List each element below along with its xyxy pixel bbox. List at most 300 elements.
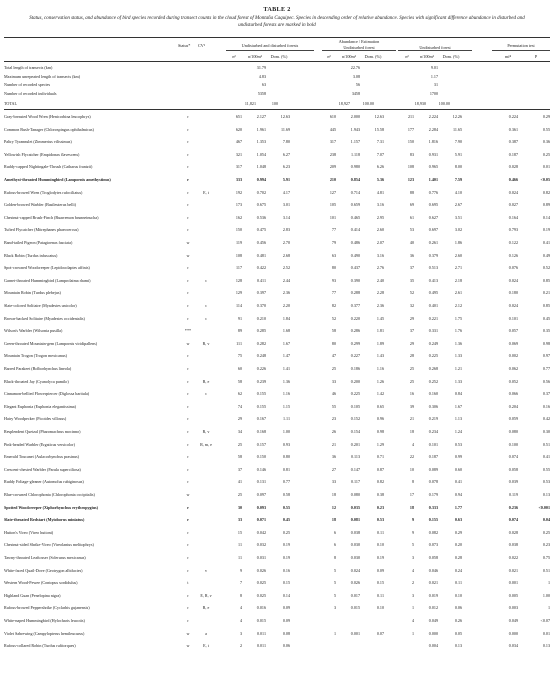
table-row — [4, 262, 550, 275]
species-name: Brown-backed Solitaire (Myadestes occidentalis) — [4, 315, 85, 321]
cell-f: 7.90 — [454, 139, 462, 145]
species-name: Hairy Woodpecker (Picoides villosus) — [4, 416, 67, 422]
species-name: Emerald Toucanet (Aulacorhynchus prasinus) — [4, 454, 80, 460]
cell-n3: 1 — [411, 605, 414, 611]
species-cv: E, t — [203, 643, 209, 649]
species-status: r — [187, 529, 189, 535]
cell-g: 0.002 — [508, 353, 518, 359]
species-name: Ruddy Foliage-gleaner (Automolus rubiginosus) — [4, 479, 84, 485]
cell-g: 0.052 — [508, 378, 518, 384]
species-name: Spot-crowned Woodcreeper (Lepidocolaptes affinis) — [4, 265, 90, 271]
cell-c: 0.152 — [350, 416, 360, 422]
species-status: r — [187, 592, 189, 598]
cell-c: 0.001 — [350, 630, 360, 636]
summary-label: Maximum unrepeated length of transects (km) — [4, 73, 81, 79]
cell-f: 0.53 — [454, 441, 462, 447]
species-cv: v — [204, 567, 208, 573]
cell-a: 0.157 — [256, 441, 266, 447]
cell-c: 0.030 — [350, 555, 360, 560]
cell-d: 1.81 — [376, 328, 384, 334]
cell-p: 0.98 — [542, 340, 550, 346]
table-row — [4, 628, 550, 641]
cell-p: 0.01 — [542, 630, 550, 636]
species-status: r — [187, 479, 189, 485]
cell-f: 1.75 — [454, 315, 462, 321]
table-row — [4, 451, 550, 464]
table-row — [4, 149, 550, 162]
header-group-line-3 — [398, 50, 472, 51]
cell-p: 0.19 — [542, 227, 550, 233]
cell-p: 1.00 — [542, 592, 550, 598]
cell-n3: 35 — [409, 277, 414, 283]
cell-g: 0.039 — [508, 479, 518, 485]
cell-n2: 33 — [331, 479, 336, 485]
cell-d: 2.28 — [376, 290, 384, 296]
cell-d: 0.11 — [376, 529, 384, 535]
cell-e: 0.221 — [428, 315, 438, 321]
cell-e: 0.249 — [428, 340, 438, 346]
subheader-dom: Dom. (%) — [270, 54, 288, 59]
cell-n2: 79 — [331, 240, 336, 245]
cell-n: 114 — [236, 303, 242, 308]
species-status: r — [187, 315, 189, 321]
header-group-test: Permutation test — [507, 43, 535, 48]
cell-n2: 12 — [331, 504, 336, 510]
cell-p: 0.01 — [542, 164, 550, 170]
cell-n: 119 — [236, 240, 242, 245]
cell-f: 0.10 — [454, 592, 462, 598]
cell-d: 0.15 — [376, 580, 384, 586]
cell-d: 2.76 — [376, 265, 384, 271]
cell-n: 11 — [238, 555, 242, 560]
cell-n: 111 — [236, 340, 242, 346]
subheader-n: n² — [327, 54, 331, 59]
cell-g: 0.001 — [508, 580, 518, 586]
cell-n3: 9 — [411, 529, 414, 535]
cell-n3: 3 — [411, 555, 414, 560]
species-name: Spotted Woodcreeper (Xiphorhynchus erythropygius) — [4, 504, 98, 510]
cell-p: 0.25 — [542, 529, 550, 535]
cell-e: 0.234 — [428, 429, 438, 434]
cell-g: 0.100 — [508, 441, 518, 447]
cell-n2: 52 — [331, 315, 336, 321]
species-status: r — [187, 517, 189, 523]
table-row — [4, 439, 550, 452]
species-status: w — [186, 492, 190, 497]
cell-f: 0.41 — [454, 479, 462, 485]
header-group-line-4 — [492, 50, 550, 51]
body-rule — [4, 109, 550, 110]
cell-d: 0.11 — [376, 592, 384, 598]
cell-g: 0.003 — [508, 605, 518, 611]
cell-n2: 33 — [331, 378, 336, 384]
cell-e: 0.160 — [428, 391, 438, 397]
cell-b: 2.44 — [282, 277, 290, 283]
cell-a: 0.155 — [256, 391, 266, 397]
header-cv: CV¹ — [198, 43, 206, 48]
cell-d: 7.31 — [376, 139, 384, 145]
cell-a: 0.422 — [256, 265, 266, 271]
cell-d: 2.40 — [376, 277, 384, 283]
cell-g: 0.361 — [508, 126, 518, 132]
cell-g: 0.164 — [508, 214, 518, 220]
cell-g: 0.049 — [508, 618, 518, 623]
species-name: White-faced Quail-Dove (Geotrygon albifacies) — [4, 567, 83, 573]
cell-n: 4 — [239, 618, 242, 623]
cell-b: 0.80 — [282, 454, 290, 460]
cell-g: 0.074 — [508, 454, 518, 460]
cell-n: 3 — [239, 630, 242, 636]
cell-p: 0.55 — [542, 466, 550, 472]
total-n: 11,821 — [244, 101, 256, 106]
cell-a: 0.536 — [256, 214, 266, 220]
cell-a: 0.167 — [256, 416, 266, 422]
cell-p: 0.77 — [542, 366, 550, 371]
cell-p: 0.13 — [542, 492, 550, 497]
cell-g: 0.387 — [508, 139, 518, 145]
cell-p: <0.05 — [540, 177, 550, 182]
cell-n2: 1 — [333, 630, 336, 636]
species-status: r — [187, 151, 189, 157]
cell-a: 0.248 — [256, 353, 266, 359]
species-status: r — [187, 164, 189, 170]
cell-e: 0.252 — [428, 378, 438, 384]
species-cv: c — [205, 315, 207, 321]
cell-f: 1.86 — [454, 240, 462, 245]
species-name: Chestnut-capped Brush-Finch (Buarremon brunneinucha) — [4, 214, 99, 220]
cell-p: 0.13 — [542, 643, 550, 649]
cell-c: 0.113 — [350, 454, 360, 460]
cell-n2: 77 — [331, 290, 336, 296]
cell-e: 2.284 — [428, 126, 438, 132]
cell-n: 25 — [237, 441, 242, 447]
cell-n2: 26 — [331, 429, 336, 434]
species-status: r — [187, 126, 189, 132]
cell-d: 0.19 — [376, 555, 384, 560]
species-cv: c — [205, 391, 207, 397]
species-name: Black Robin (Turdus infuscatus) — [4, 252, 58, 258]
header-group-line-1 — [226, 50, 314, 51]
cell-n2: 5 — [333, 567, 336, 573]
cell-p: 0.51 — [542, 441, 550, 447]
cell-a: 1.353 — [256, 139, 266, 145]
cell-c: 0.437 — [350, 265, 360, 271]
species-status: r — [187, 542, 189, 548]
species-status: r — [187, 177, 189, 182]
cell-d: 1.26 — [376, 378, 384, 384]
cell-b: 4.17 — [282, 189, 290, 195]
cell-g: 0.057 — [508, 328, 518, 334]
cell-e: 0.078 — [428, 479, 438, 485]
cell-c: 0.659 — [350, 202, 360, 208]
cell-n3: 1 — [411, 630, 414, 636]
cell-c: 0.080 — [350, 492, 360, 497]
species-status: w — [186, 340, 190, 346]
cell-n3: 53 — [409, 227, 414, 233]
table-row — [4, 552, 550, 565]
cell-n: 2 — [239, 643, 242, 649]
species-status: r — [187, 454, 189, 460]
cell-a: 0.016 — [256, 605, 266, 611]
subheader-n100: n/100m³ — [247, 54, 263, 59]
cell-n3: 39 — [409, 403, 414, 409]
cell-n: 150 — [235, 227, 242, 233]
subheader-p: P — [534, 54, 538, 59]
summary-b: 56 — [355, 82, 360, 87]
total-n3: 18,930 — [414, 101, 426, 106]
species-name: Slate-throated Redstart (Myioborus miniatus) — [4, 517, 85, 523]
cell-n: 30 — [237, 504, 242, 510]
cell-c: 0.390 — [350, 277, 360, 283]
cell-f: 1.13 — [454, 416, 462, 422]
cell-b: 0.09 — [282, 618, 290, 623]
species-name: Tufted Flycatcher (Mitrephanes phaeocercus) — [4, 227, 79, 233]
cell-b: 0.19 — [282, 555, 290, 560]
cell-n3: 177 — [407, 126, 414, 132]
cell-b: 2.52 — [282, 265, 290, 271]
cell-e: 0.225 — [428, 353, 438, 359]
cell-p: 0.25 — [542, 151, 550, 157]
table-row — [4, 502, 550, 515]
cell-n3: 29 — [409, 315, 414, 321]
species-status: r — [187, 416, 189, 422]
species-status: r — [187, 265, 189, 271]
summary-b: 3458 — [351, 90, 360, 96]
cell-e: 0.219 — [428, 416, 438, 422]
summary-label: Number of recorded individuals — [4, 90, 57, 96]
species-name: White-naped Hummingbird (Hylocharis leucotis) — [4, 618, 85, 623]
cell-n: 34 — [237, 429, 242, 434]
header-group-all: Undisturbed and disturbed forests — [241, 43, 299, 48]
table-row — [4, 174, 550, 187]
species-name: Violet Sabrewing (Campylopterus hemileucurus) — [4, 630, 85, 636]
cell-a: 0.071 — [256, 517, 266, 523]
species-name: Mountain Robin (Turdus plebejus) — [4, 290, 61, 296]
cell-n: 62 — [237, 391, 242, 397]
cell-p: 0.30 — [542, 429, 550, 434]
cell-b: 0.77 — [282, 479, 290, 485]
cell-b: 1.68 — [282, 328, 290, 334]
table-row — [4, 224, 550, 237]
cell-b: 3.14 — [282, 214, 290, 220]
species-status: *** — [184, 328, 192, 334]
cell-c: 0.038 — [350, 529, 360, 535]
cell-g: 0.187 — [508, 151, 518, 157]
header-group-abund: Abundance / Estimation — [338, 39, 380, 44]
cell-b: 2.36 — [282, 290, 290, 296]
header-status: Status* — [178, 43, 191, 48]
summary-row — [4, 73, 550, 81]
species-name: Ruddy-capped Nightingale-Thrush (Catharus frantzii) — [4, 164, 93, 170]
cell-n3: 4 — [411, 441, 414, 447]
cell-f: 1.33 — [454, 378, 462, 384]
table-row — [4, 325, 550, 338]
cell-p: 0.29 — [542, 114, 550, 119]
cell-e: 0.179 — [428, 492, 438, 497]
cell-c: 0.026 — [350, 580, 360, 586]
cell-d: 0.38 — [376, 492, 384, 497]
cell-n3: 8 — [411, 479, 414, 485]
species-status: r — [187, 139, 189, 145]
cell-d: 0.98 — [376, 429, 384, 434]
cell-a: 0.025 — [256, 580, 266, 586]
species-cv: R, e — [202, 605, 210, 611]
cell-n2: 47 — [331, 353, 336, 359]
species-cv: E, R, v — [200, 592, 212, 598]
cell-c: 0.465 — [350, 214, 360, 220]
cell-g: 0.126 — [508, 252, 518, 258]
cell-f: 8.00 — [454, 164, 462, 170]
cell-g: 0.024 — [508, 277, 518, 283]
cell-b: 0.14 — [282, 592, 290, 598]
cell-a: 0.397 — [256, 290, 266, 296]
cell-g: 0.022 — [508, 555, 518, 560]
cell-e: 1.816 — [428, 139, 438, 145]
species-name: Yellowish Flycatcher (Empidonax flavescens) — [4, 151, 80, 157]
cell-f: 11.65 — [452, 126, 462, 132]
cell-n2: 25 — [331, 366, 336, 371]
cell-f: 1.21 — [454, 366, 462, 371]
species-status: r — [187, 214, 189, 220]
table-row — [4, 590, 550, 603]
cell-d: 2.36 — [376, 303, 384, 308]
cell-e: 0.333 — [428, 504, 438, 510]
cell-n2: 5 — [333, 580, 336, 586]
cell-n2: 21 — [331, 441, 336, 447]
cell-a: 0.370 — [256, 303, 266, 308]
species-status: t — [187, 580, 189, 586]
cell-f: 0.63 — [454, 517, 462, 523]
cell-c: 0.299 — [350, 340, 360, 346]
cell-f: 2.12 — [454, 303, 462, 308]
cell-a: 0.026 — [256, 567, 266, 573]
cell-n3: 10 — [409, 466, 414, 472]
cell-g: 0.024 — [508, 303, 518, 308]
cell-b: 0.09 — [282, 605, 290, 611]
cell-b: 0.58 — [282, 492, 290, 497]
cell-e: 0.965 — [428, 164, 438, 170]
cell-n3: 5 — [411, 542, 414, 548]
cell-a: 1.048 — [256, 164, 266, 170]
cell-c: 0.105 — [350, 403, 360, 409]
cell-a: 0.011 — [256, 643, 266, 649]
cell-e: 0.187 — [428, 454, 438, 460]
table-row — [4, 413, 550, 426]
cell-n3: 18 — [409, 429, 414, 434]
cell-b: 1.16 — [282, 391, 290, 397]
summary-row — [4, 90, 550, 98]
cell-d: 0.10 — [376, 605, 384, 611]
species-name: Amethyst-throated Hummingbird (Lampornis amethystinus) — [4, 177, 111, 182]
cell-d: 1.29 — [376, 441, 384, 447]
cell-n: 74 — [237, 403, 242, 409]
cell-f: 1.24 — [454, 429, 462, 434]
cell-p: 0.37 — [542, 391, 550, 397]
cell-n: 41 — [237, 479, 242, 485]
table-row — [4, 476, 550, 489]
cell-n2: 101 — [329, 214, 336, 220]
summary-label: Total length of transects (km) — [4, 65, 53, 70]
cell-b: 0.45 — [282, 517, 290, 523]
cell-c: 0.154 — [350, 429, 360, 434]
cell-a: 0.411 — [256, 277, 266, 283]
cell-n: 117 — [236, 265, 242, 271]
species-status: r — [187, 403, 189, 409]
cell-g: 0.076 — [508, 265, 518, 271]
cell-n3: 22 — [409, 454, 414, 460]
cell-n: 467 — [235, 139, 242, 145]
cell-n: 192 — [235, 189, 242, 195]
cell-d: 1.42 — [376, 391, 384, 397]
cell-p: 0.82 — [542, 189, 550, 195]
cell-n3: 28 — [409, 353, 414, 359]
cell-g: 0.080 — [508, 429, 518, 434]
cell-n2: 3 — [333, 605, 336, 611]
cell-n3: 36 — [409, 252, 414, 258]
cell-a: 0.146 — [256, 466, 266, 472]
cell-d: 0.09 — [376, 567, 384, 573]
cell-g: 0.005 — [508, 592, 518, 598]
cell-f: 5.91 — [454, 151, 462, 157]
cell-p: 0.42 — [542, 416, 550, 422]
cell-n2: 46 — [331, 391, 336, 397]
cell-g: 0.224 — [508, 114, 518, 119]
cell-n2: 55 — [331, 403, 336, 409]
cell-n: 321 — [235, 151, 242, 157]
cell-a: 0.226 — [256, 366, 266, 371]
species-name: Wilson's Warbler (Wilsonia pusilla) — [4, 328, 63, 334]
table-row — [4, 287, 550, 300]
cell-p: 0.45 — [542, 315, 550, 321]
cell-n3: 9 — [411, 517, 414, 523]
cell-n: 128 — [235, 277, 242, 283]
cell-a: 0.093 — [256, 504, 266, 510]
cell-n3: 83 — [409, 151, 414, 157]
cell-n3: 21 — [409, 416, 414, 422]
cell-n: 162 — [235, 214, 242, 220]
species-name: Common Bush-Tanager (Chlorospingus ophthalmicus) — [4, 126, 94, 132]
total-n2: 18,927 — [338, 101, 350, 106]
cell-a: 0.994 — [256, 177, 266, 182]
summary-label: Number of recorded species — [4, 82, 51, 87]
cell-g: 0.466 — [508, 177, 518, 182]
cell-b: 0.16 — [282, 567, 290, 573]
cell-e: 0.306 — [428, 403, 438, 409]
cell-b: 0.15 — [282, 580, 290, 586]
cell-b: 5.91 — [282, 177, 290, 182]
cell-n2: 210 — [329, 177, 336, 182]
cell-n3: 16 — [409, 391, 414, 397]
cell-p: 0.51 — [542, 567, 550, 573]
species-status: r — [187, 429, 189, 434]
header-group-dist: Undisturbed forest — [419, 45, 451, 50]
cell-f: 0.20 — [454, 542, 462, 548]
cell-n3: 123 — [407, 177, 414, 182]
cell-e: 0.021 — [428, 580, 438, 586]
cell-n3: 32 — [409, 303, 414, 308]
subheader-mf: mf⁴ — [504, 54, 512, 59]
cell-n: 33 — [237, 517, 242, 523]
cell-n: 108 — [235, 252, 242, 258]
cell-p: 1 — [547, 605, 550, 611]
cell-e: 0.627 — [428, 214, 438, 220]
cell-b: 12.63 — [280, 114, 290, 119]
cell-g: 0.027 — [508, 202, 518, 208]
cell-n: 25 — [237, 492, 242, 497]
cell-f: 0.99 — [454, 454, 462, 460]
cell-f: 0.13 — [454, 643, 462, 649]
cell-f: 0.05 — [454, 630, 462, 636]
